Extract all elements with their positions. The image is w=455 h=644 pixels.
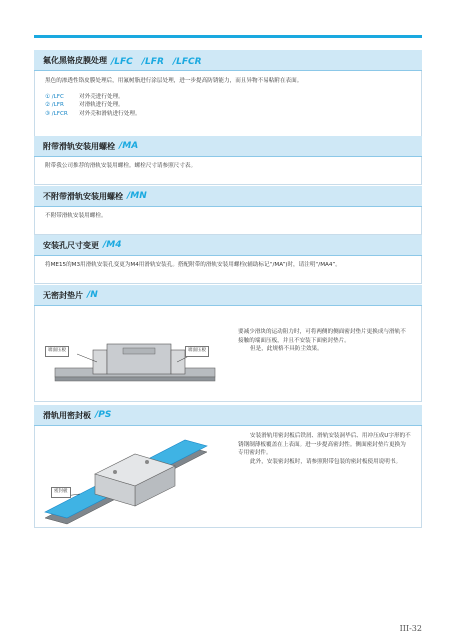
item-tag: ③ /LFCR [45, 110, 68, 117]
section-code: /LFC /LFR /LFCR [111, 56, 202, 67]
list-item [45, 93, 411, 102]
section-title: 不附带滑轨安装用螺栓 [43, 191, 123, 201]
seal-plate-figure [35, 426, 230, 527]
end-plate-figure [35, 306, 230, 401]
section-text: 要减少滑块的运动阻力时，可将两侧的侧面密封垫片更换成与滑轨不接触的端面压板，并且不安装下面密封垫片。 [238, 329, 406, 344]
rail-seal-drawing [35, 426, 230, 527]
section-code: /M4 [103, 240, 122, 250]
section-header [34, 50, 422, 71]
section-mn [34, 186, 422, 235]
section-header [34, 235, 422, 256]
section-code: /N [87, 290, 98, 300]
section-text-column [230, 426, 421, 527]
section-header [34, 186, 422, 207]
top-accent-bar [34, 35, 422, 38]
section-text: 安装滑轨用密封板后铁屑、滑轨安装洞毕后、用冲压成U字形的不锈钢制薄板覆盖在上表面。进一步提高密封性。侧面密封垫片更换为专用密封件。 [238, 433, 411, 457]
section-title: 安装孔尺寸变更 [43, 240, 99, 250]
section-body [34, 157, 422, 185]
section-title: 氟化黑铬皮膜处理 [43, 55, 107, 65]
section-title: 滑轨用密封板 [43, 410, 91, 420]
item-tag: ① /LFC [45, 93, 64, 100]
section-header [34, 405, 422, 426]
callout-label: 密封板 [51, 487, 71, 498]
callout-label: 端面压板 [45, 346, 69, 357]
section-n [34, 285, 422, 402]
section-body [34, 306, 422, 402]
section-ps [34, 405, 422, 528]
page-number: III-32 [399, 624, 422, 633]
section-m4 [34, 235, 422, 284]
section-lfc [34, 50, 422, 150]
section-text: 此外，安装密封板时，请参照附带包装的密封板使用说明书。 [250, 458, 402, 465]
section-text: 黑色的渗透性铬皮膜处理后，用氟树脂进行涂层处理，进一步提高防锈能力，而且异物不易粘附在表面。 [45, 78, 303, 84]
section-header [34, 136, 422, 157]
section-text: 不附带滑轨安装用螺栓。 [45, 213, 107, 219]
section-title: 无密封垫片 [43, 290, 83, 300]
list-item [45, 101, 411, 110]
section-code: /MN [127, 191, 147, 201]
callout-label: 端面压板 [185, 346, 209, 357]
section-body [34, 426, 422, 528]
section-text-column [230, 306, 421, 401]
section-ma [34, 136, 422, 185]
item-text: 对滑轨进行处理。 [79, 102, 124, 109]
item-text: 对外壳和滑轨进行处理。 [79, 110, 141, 117]
section-code: /MA [119, 141, 139, 151]
item-text: 对外壳进行处理。 [79, 93, 124, 100]
section-text: 附带我公司推荐的滑轨安装用螺栓。螺栓尺寸请参照尺寸表。 [45, 163, 197, 169]
section-text: 但是，此规格不具防尘效果。 [250, 346, 323, 353]
section-code: /PS [95, 410, 112, 420]
section-body [34, 207, 422, 235]
section-header [34, 285, 422, 306]
list-item [45, 110, 411, 119]
section-text: 将ME15的M3用滑轨安装孔变更为M4用滑轨安装孔。搭配附带的滑轨安装用螺栓(辅助标记“/MA”)时，请注明“/MA4”。 [45, 262, 341, 268]
section-body [34, 256, 422, 284]
item-tag: ② /LFR [45, 102, 64, 109]
section-title: 附带滑轨安装用螺栓 [43, 141, 115, 151]
